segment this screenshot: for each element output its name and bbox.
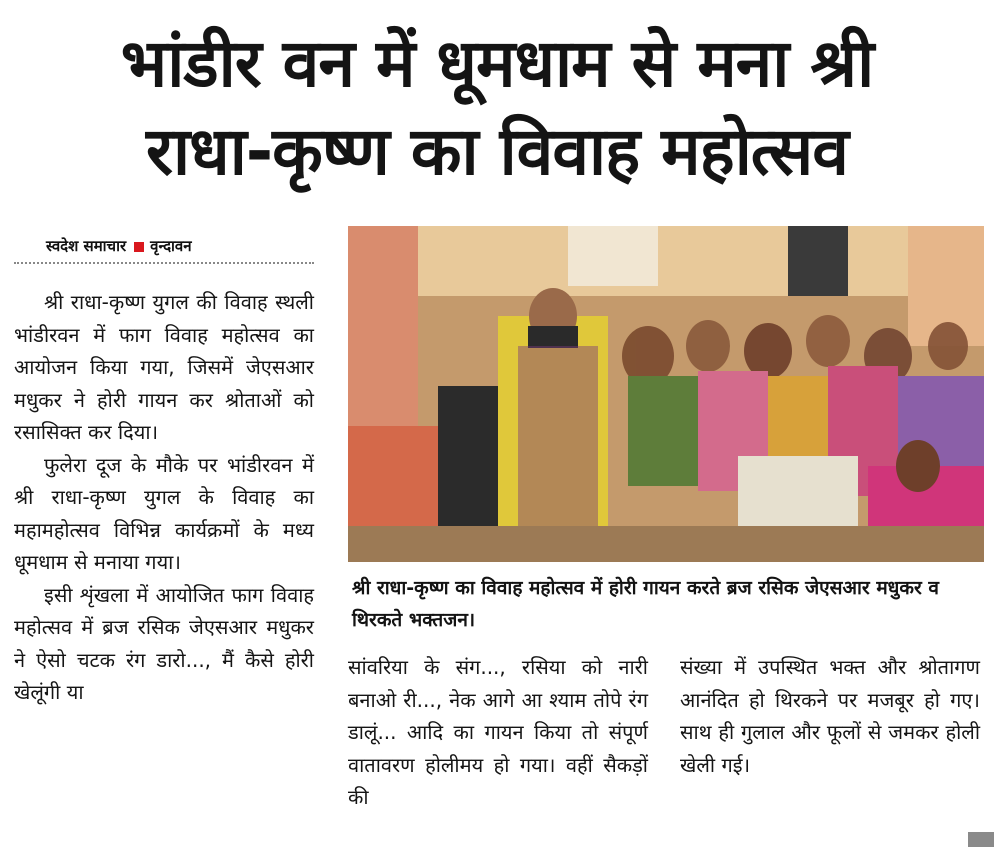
paragraph: संख्या में उपस्थित भक्त और श्रोतागण आनंदित हो थिरकने पर मजबूर हो गए। साथ ही गुलाल और फूलों से जमकर होली खेली गई। (680, 655, 980, 777)
paragraph: सांवरिया के संग..., रसिया को नारी बनाओ री..., नेक आगे आ श्याम तोपे रंग डालूं... आदि का गायन किया तो संपूर्ण वातावरण होलीमय हो गया। वहीं सैकड़ों की (348, 655, 648, 809)
article-column-2 (348, 651, 648, 814)
article-column-3 (680, 651, 980, 781)
byline-place: वृन्दावन (150, 237, 192, 255)
photo-caption: श्री राधा-कृष्ण का विवाह महोत्सव में होरी गायन करते ब्रज रसिक जेएसआर मधुकर व थिरकते भक्तजन। (352, 577, 939, 631)
corner-marker (968, 832, 994, 847)
paragraph: फुलेरा दूज के मौके पर भांडीरवन में श्री राधा-कृष्ण युगल के विवाह का महामहोत्सव विभिन्न कार्यक्रमों के मध्य धूमधाम से मनाया गया। (14, 452, 314, 574)
byline-agency: स्वदेश समाचार (46, 237, 127, 255)
article-column-1 (14, 286, 314, 709)
paragraph: श्री राधा-कृष्ण युगल की विवाह स्थली भांडीरवन में फाग विवाह महोत्सव का आयोजन किया गया, जिसमें जेएसआर मधुकर ने होरी गायन कर श्रोताओं को रसासिक्त कर दिया। (14, 290, 314, 444)
paragraph: इसी शृंखला में आयोजित फाग विवाह महोत्सव में ब्रज रसिक जेएसआर मधुकर ने ऐसो चटक रंग डारो..., मैं कैसे होरी खेलूंगी या (14, 582, 314, 704)
headline-line-2: राधा-कृष्ण का विवाह महोत्सव (146, 113, 848, 190)
byline-divider (14, 262, 314, 264)
news-photo (348, 226, 984, 562)
headline-line-1: भांडीर वन में धूमधाम से मना श्री (120, 25, 874, 102)
byline (46, 236, 314, 256)
byline-marker (134, 242, 144, 252)
